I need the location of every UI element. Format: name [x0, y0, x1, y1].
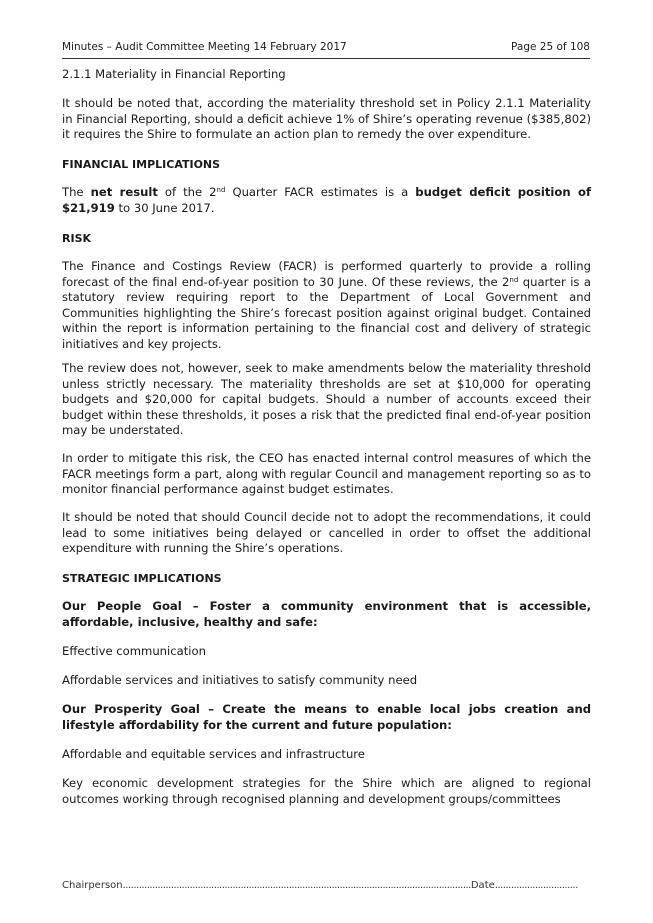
- chairperson-signature-line: ..................................................................................................................................: [122, 880, 471, 891]
- risk-paragraph-4: It should be noted that should Council decide not to adopt the recommendations, it could lead to some initiatives being delayed or cancelled in order to offset the additional expenditure with running the Shire’s operations.: [62, 510, 591, 555]
- header-title: Minutes – Audit Committee Meeting 14 February 2017: [62, 41, 347, 53]
- financial-paragraph: The net result of the 2nd Quarter FACR estimates is a budget deficit position of $21,919 to 30 June 2017.: [62, 185, 591, 215]
- materiality-paragraph: It should be noted that, according the materiality threshold set in Policy 2.1.1 Materiality in Financial Reporting, should a deficit achieve 1% of Shire’s operating revenue ($385,802) it requires the Shire to formulate an action plan to remedy the over expenditure.: [62, 96, 591, 141]
- strategy-item-affordable-services: Affordable services and initiatives to satisfy community need: [62, 673, 418, 687]
- strategic-implications-heading: STRATEGIC IMPLICATIONS: [62, 572, 222, 585]
- risk-paragraph-3: In order to mitigate this risk, the CEO has enacted internal control measures of which the FACR meetings form a part, along with regular Council and management reporting so as to monitor financial performance against budget estimates.: [62, 451, 591, 496]
- net-result-label: net result: [90, 185, 158, 199]
- people-goal: Our People Goal – Foster a community environment that is accessible, affordable, inclusive, healthy and safe:: [62, 599, 591, 629]
- strategy-item-communication: Effective communication: [62, 644, 206, 658]
- risk-heading: RISK: [62, 232, 92, 245]
- strategy-item-infrastructure: Affordable and equitable services and infrastructure: [62, 747, 365, 761]
- page-header: [62, 40, 590, 59]
- budget-deficit-value: budget deficit position of $21,919: [62, 185, 591, 215]
- risk-paragraph-2: The review does not, however, seek to make amendments below the materiality threshold unless strictly necessary. The materiality thresholds are set at $10,000 for operating budgets and $20,000 for capital budgets. Should a number of accounts exceed their budget within these thresholds, it poses a risk that the predicted final end-of-year position may be understated.: [62, 361, 591, 437]
- page-number: Page 25 of 108: [511, 41, 590, 53]
- date-line: ...............................: [494, 880, 578, 891]
- chairperson-label: Chairperson: [62, 880, 123, 891]
- signature-footer: [62, 880, 591, 891]
- strategy-item-economic-development: Key economic development strategies for the Shire which are aligned to regional outcomes working through recognised planning and development groups/committees: [62, 776, 591, 806]
- prosperity-goal: Our Prosperity Goal – Create the means to enable local jobs creation and lifestyle affordability for the current and future population:: [62, 702, 591, 732]
- date-label: Date: [470, 880, 495, 891]
- section-heading-materiality: 2.1.1 Materiality in Financial Reporting: [62, 67, 286, 81]
- risk-paragraph-1: The Finance and Costings Review (FACR) is performed quarterly to provide a rolling forecast of the final end-of-year position to 30 June. Of these reviews, the 2nd quarter is a statutory review requiring report to the Department of Local Government and Communities highlighting the Shire’s forecast position against original budget. Contained within the report is information pertaining to the financial cost and delivery of strategic initiatives and key projects.: [62, 259, 591, 351]
- financial-implications-heading: FINANCIAL IMPLICATIONS: [62, 158, 221, 171]
